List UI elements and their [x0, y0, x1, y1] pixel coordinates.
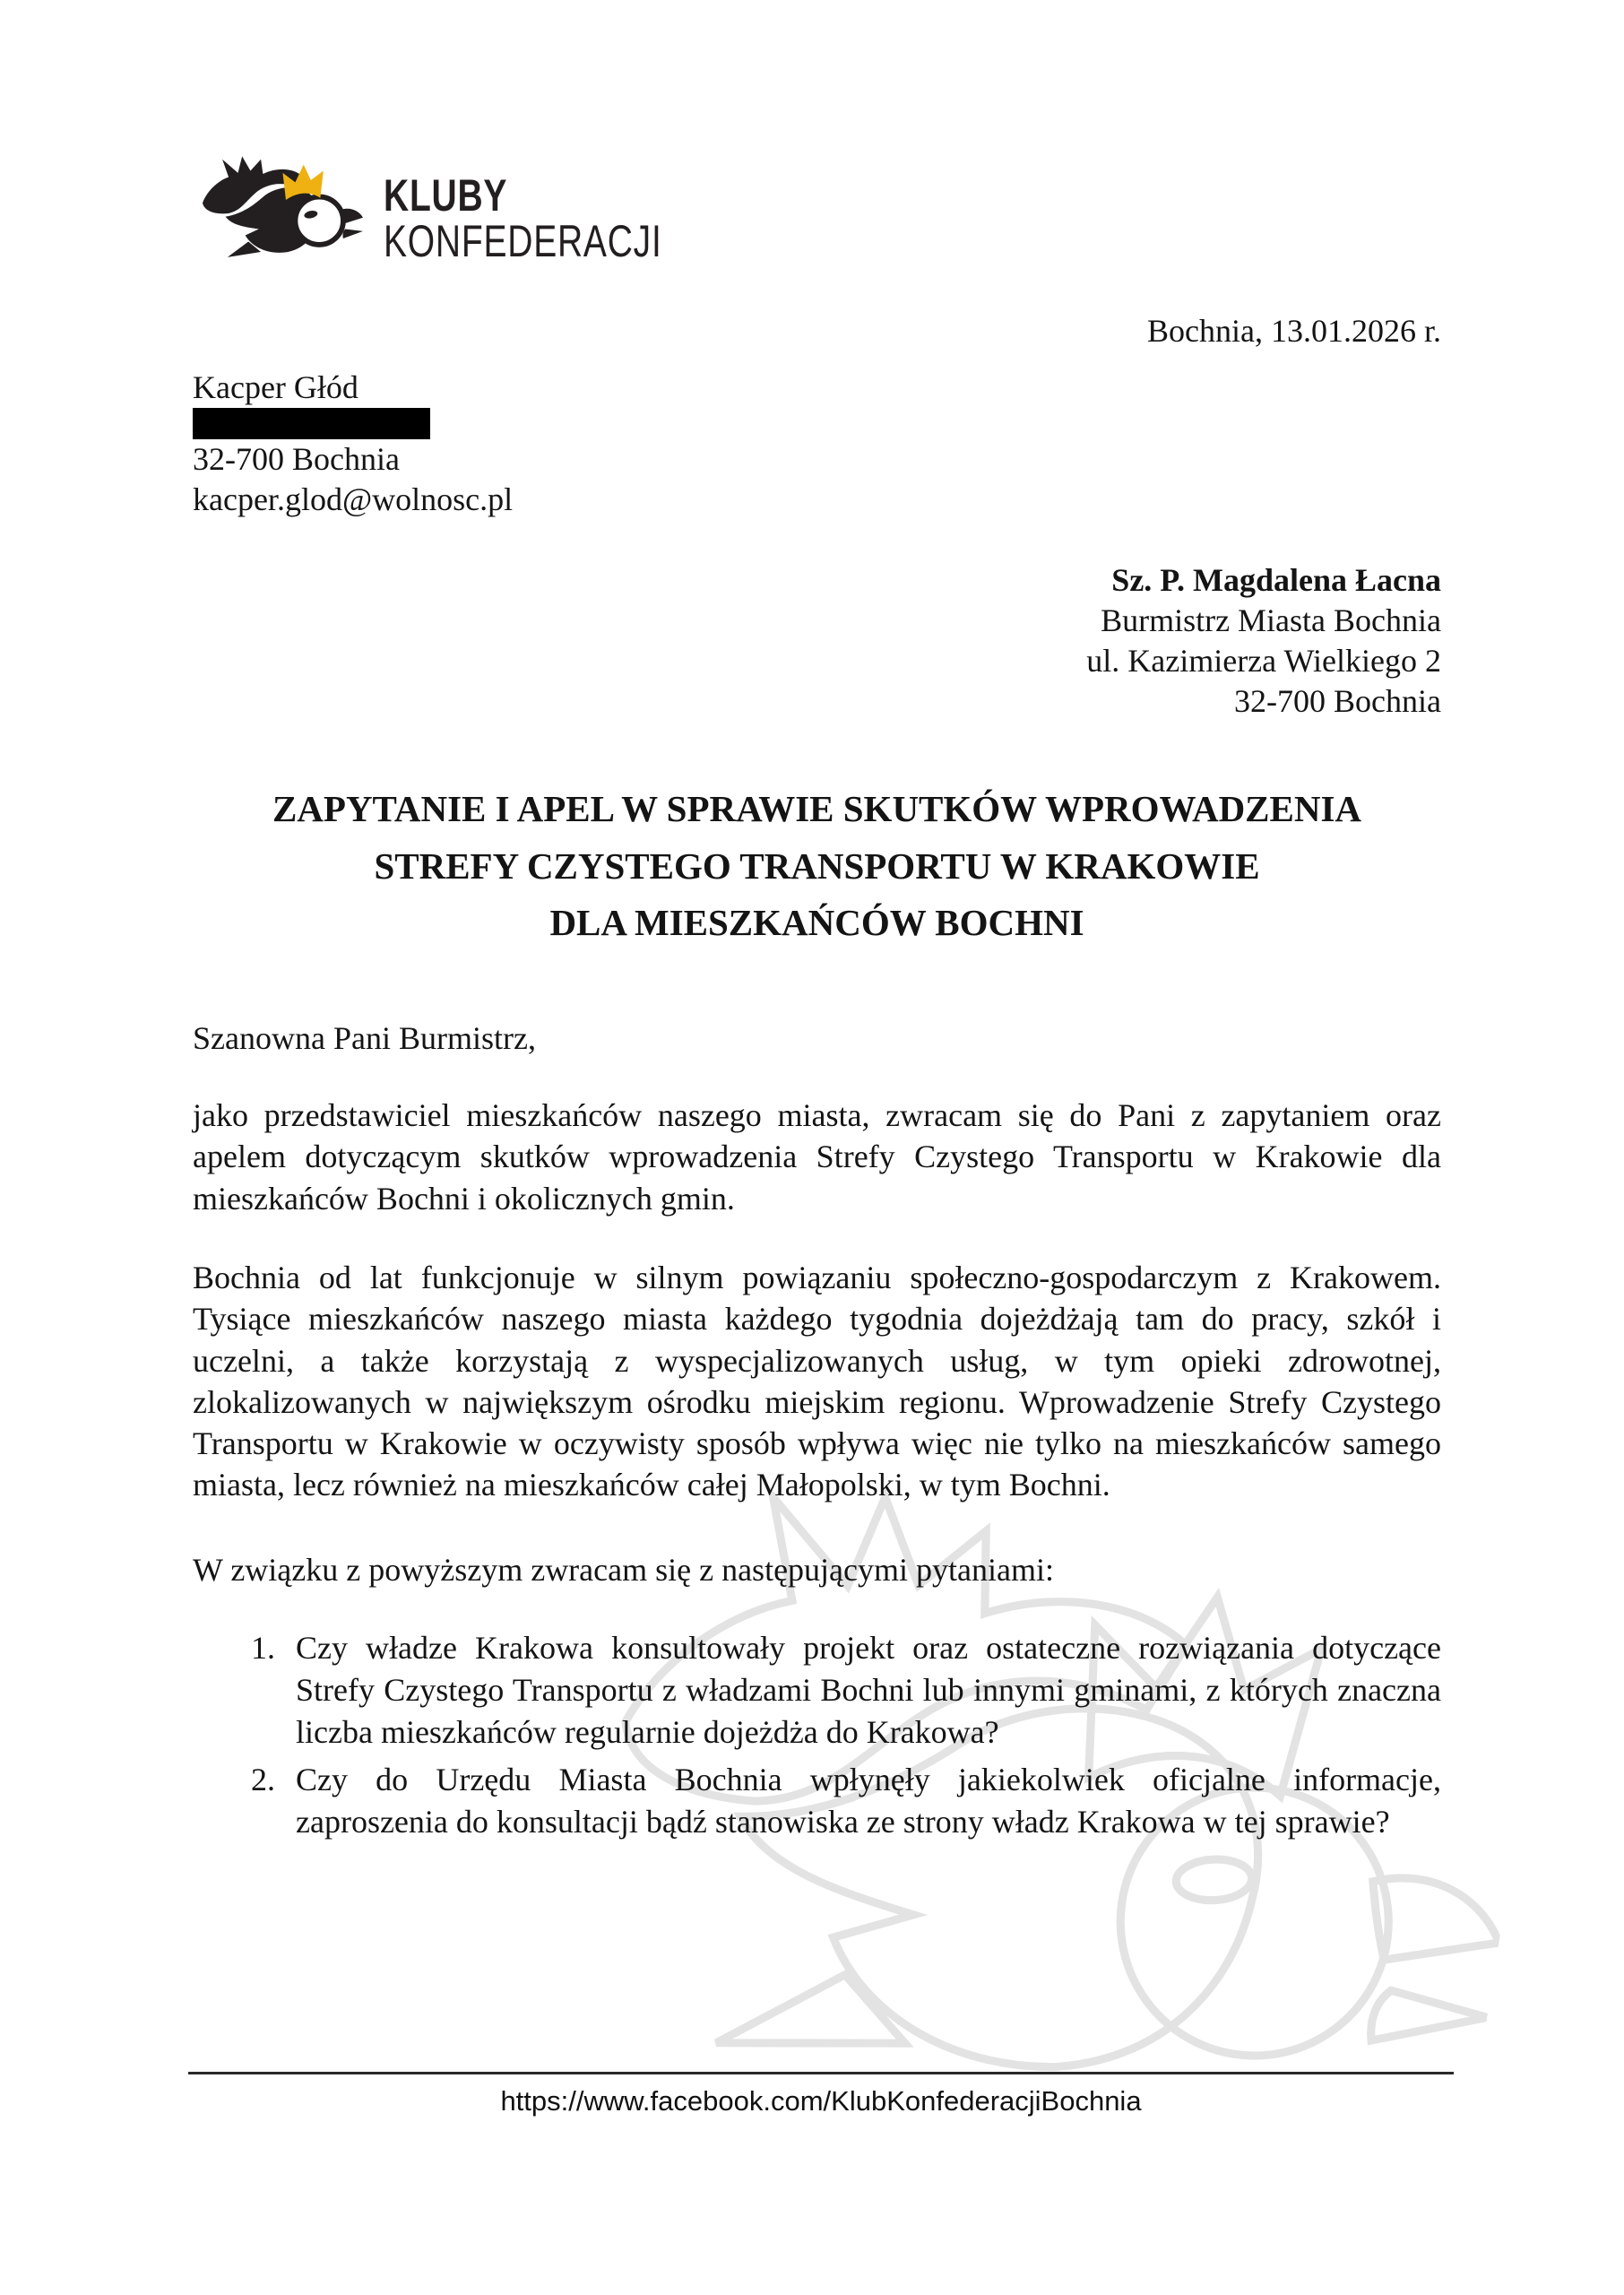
letter-date: Bochnia, 13.01.2026 r.	[1147, 313, 1441, 349]
letter-title-line-3: DLA MIESZKAŃCÓW BOCHNI	[549, 902, 1084, 943]
question-1-number: 1.	[251, 1630, 275, 1666]
recipient-role: Burmistrz Miasta Bochnia	[1101, 602, 1441, 638]
sender-postal-city: 32-700 Bochnia	[193, 441, 400, 477]
paragraph-2: Bochnia od lat funkcjonuje w silnym powiązaniu społeczno-gospodarczym z Krakowem. Tysiące mieszkańców naszego miasta każdego tygodnia dojeżdżają tam do pracy, szkół i uczelni, a także korzystają z wyspecjalizowanych usług, w tym opieki zdrowotnej, zlokalizowanych w największym ośrodku miejskim regionu. Wprowadzenie Strefy Czystego Transportu w Krakowie w oczywisty sposób wpływa więc nie tylko na mieszkańców samego miasta, lecz również na mieszkańców całej Małopolski, w tym Bochni.	[193, 1260, 1441, 1503]
sender-block	[193, 368, 513, 520]
kluby-konfederacji-logo	[196, 154, 698, 266]
questions-list	[193, 1627, 1441, 1843]
recipient-name: Sz. P. Magdalena Łacna	[1111, 562, 1441, 598]
list-item-question-1	[193, 1627, 1441, 1754]
recipient-block	[193, 560, 1441, 722]
logo-word-kluby: KLUBY	[384, 170, 508, 221]
sender-name: Kacper Głód	[193, 369, 358, 405]
questions-intro: W związku z powyższym zwracam się z następującymi pytaniami:	[193, 1552, 1054, 1588]
sender-email: kacper.glod@wolnosc.pl	[193, 481, 514, 517]
letter-title	[193, 781, 1441, 952]
list-item-question-2	[193, 1759, 1441, 1843]
question-2-number: 2.	[251, 1762, 275, 1797]
logo-word-konfederacji: KONFEDERACJI	[384, 216, 662, 266]
recipient-postal-city: 32-700 Bochnia	[1234, 683, 1441, 719]
facebook-link[interactable]: https://www.facebook.com/KlubKonfederacjiBochnia	[500, 2085, 1142, 2117]
recipient-street: ul. Kazimierza Wielkiego 2	[1086, 643, 1441, 679]
paragraph-1: jako przedstawiciel mieszkańców naszego miasta, zwracam się do Pani z zapytaniem oraz apelem dotyczącym skutków wprowadzenia Strefy Czystego Transportu w Krakowie dla mieszkańców Bochni i okolicznych gmin.	[193, 1097, 1441, 1217]
letter-title-line-2: STREFY CZYSTEGO TRANSPORTU W KRAKOWIE	[374, 844, 1260, 887]
footer-divider	[188, 2072, 1454, 2074]
footer	[188, 2083, 1454, 2119]
crowned-eagle-icon	[196, 154, 363, 258]
redacted-address-bar	[193, 408, 430, 439]
question-1-text: Czy władze Krakowa konsultowały projekt oraz ostateczne rozwiązania dotyczące Strefy Czystego Transportu z władzami Bochni lub innymi gminami, z których znaczna liczba mieszkańców regularnie dojeżdża do Krakowa?	[296, 1630, 1441, 1750]
question-2-text: Czy do Urzędu Miasta Bochnia wpłynęły jakiekolwiek oficjalne informacje, zaproszenia do konsultacji bądź stanowiska ze strony władz Krakowa w tej sprawie?	[296, 1762, 1441, 1840]
salutation: Szanowna Pani Burmistrz,	[193, 1020, 536, 1056]
letter-title-line-1: ZAPYTANIE I APEL W SPRAWIE SKUTKÓW WPROWADZENIA	[272, 788, 1362, 829]
